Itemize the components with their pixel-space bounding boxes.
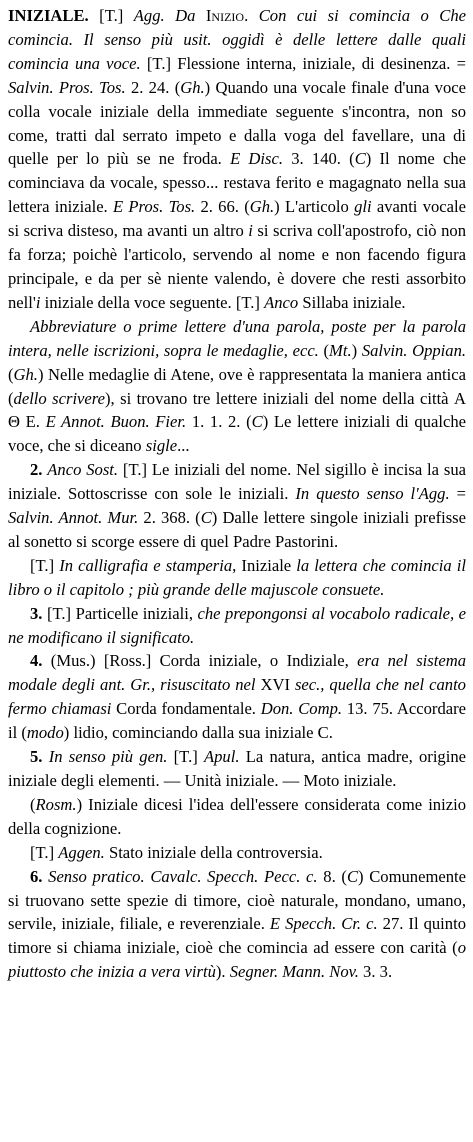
text-run: E Annot. Buon. Fier. [45, 412, 187, 432]
text-run: modo [26, 723, 64, 743]
text-run: sec., quella che nel canto fermo chiamasi [8, 675, 466, 719]
entry-sense-2 [8, 458, 466, 554]
text-run: C [251, 412, 263, 432]
text-run: , Iniziale [232, 555, 297, 575]
text-run: In calligrafia e stamperia [59, 555, 233, 575]
text-run: E Disc. [230, 149, 283, 169]
text-run: C [346, 866, 359, 886]
text-run: ) [351, 340, 362, 360]
text-run: La natura, antica madre, origine iniziale degli elementi. — Unità iniziale. — Moto iniziale. [8, 747, 466, 790]
text-run: INIZIALE. [8, 6, 89, 25]
text-run: Stato iniziale della controversia. [104, 842, 323, 862]
text-run: si scriva coll'apostrofo, ciò non fa forza; poichè l'articolo, servendo al nome e non facendo figura principale, e da per sè niente valendo, è dovere che resti assorbito nell' [8, 221, 466, 312]
text-run: la lettera che comincia il libro o il capitolo ; più grande delle majuscole consuete. [8, 555, 466, 599]
text-run: 8. ( [317, 866, 347, 886]
text-run: Aggen. [58, 842, 105, 862]
entry-calligraphy [8, 554, 466, 602]
text-run: C [354, 149, 366, 169]
text-run: 27. Il quinto timore si chiama iniziale, cioè che comincia ad essere con carità ( [8, 914, 466, 958]
text-run: . [244, 6, 259, 25]
text-run: ... [177, 436, 190, 456]
text-run: 6. [30, 866, 49, 886]
text-run: avanti vocale si scriva disteso, ma avanti un altro [8, 197, 466, 241]
text-run: era nel sistema modale degli ant. Gr., risuscitato nel [8, 651, 466, 695]
text-run: Abbreviature o prime lettere d'una parola, poste per la parola intera, nelle iscrizioni, sopra le medaglie, ecc. [8, 316, 466, 360]
text-run: [T.] [30, 555, 60, 575]
text-run: ) L'articolo [274, 197, 355, 217]
text-run: In questo senso l'Agg. [295, 484, 450, 504]
text-run: Apul. [203, 747, 240, 767]
text-run: ) Iniziale dicesi l'idea dell'essere considerata come inizio della cognizione. [8, 794, 466, 838]
entry-aggen [8, 841, 466, 865]
text-run: [T.] [167, 747, 204, 767]
text-run: [T.] [30, 842, 59, 862]
text-run: XVI [255, 675, 295, 695]
text-run: (Mus.) [Ross.] Corda iniziale, o Indiziale, [50, 651, 358, 671]
text-run: Rosm. [35, 794, 77, 814]
entry-abbreviations [8, 315, 466, 458]
text-run: 3. 3. [358, 962, 393, 982]
text-run: i [35, 292, 41, 312]
text-run: iniziale della voce seguente. [T.] [40, 292, 265, 312]
text-run: Inizio [195, 6, 245, 25]
text-run: Salvin. Oppian. [361, 340, 467, 360]
entry-headword [8, 4, 466, 315]
entry-sense-3 [8, 602, 466, 650]
text-run: E Specch. Cr. c. [269, 914, 378, 934]
text-run: 4. [30, 651, 51, 671]
text-run: Anco [264, 292, 299, 312]
text-run: ) Il nome che cominciava da vocale, spesso... restava ferito e magagnato nella sua lettera iniziale. [8, 149, 466, 217]
text-run: C [200, 508, 212, 528]
text-run: i [248, 221, 253, 241]
text-run: 2. 66. ( [195, 197, 250, 217]
text-run: Segner. Mann. Nov. [229, 962, 359, 982]
entry-sense-5 [8, 745, 466, 793]
text-run: Salvin. Pros. Tos. [8, 77, 126, 97]
text-run: 1. 1. 2. ( [186, 412, 252, 432]
text-run: che prepongonsi al vocabolo radicale, e ne modificano il significato. [8, 603, 467, 647]
text-run: Salvin. Annot. Mur. [8, 508, 139, 528]
text-run: ) lidio, cominciando dalla sua iniziale C. [63, 723, 333, 743]
text-run: 5. [30, 747, 49, 767]
text-run: 2. 368. ( [138, 508, 201, 528]
text-run: ( [30, 794, 36, 814]
text-run: ( [8, 364, 14, 384]
text-run: Gh. [13, 364, 38, 384]
text-run: Agg. Da [133, 6, 196, 25]
text-run: Gh. [249, 197, 275, 217]
text-run: [T.] Le iniziali del nome. Nel sigillo è incisa la sua iniziale. Sottoscrisse con sole le iniziali. [8, 460, 466, 504]
entry-sense-4 [8, 649, 466, 745]
text-run: ). [215, 962, 230, 982]
text-run: 13. 75. Accordare il ( [8, 699, 467, 743]
text-run: 2. 24. ( [125, 77, 181, 97]
text-run: gli [354, 197, 372, 217]
text-run: 2. [30, 460, 48, 480]
text-run: ) Quando una vocale finale d'una voce colla vocale iniziale della immediate seguente s'incontra, non so come, tratti dal serrato impeto e dalla voga del favellare, una di quelle per lo più se ne froda. [8, 77, 466, 169]
dictionary-entry-iniziale [8, 4, 466, 984]
text-run: ) Comunemente si truovano sette spezie di timore, cioè naturale, mondano, umano, servile, iniziale, filiale, e reverenziale. [8, 866, 467, 934]
text-run: [T.] [88, 6, 134, 25]
text-run: Corda fondamentale. [111, 699, 261, 719]
text-run: ), si trovano tre lettere iniziali del nome della città Α Θ Ε. [8, 388, 466, 432]
text-run: 3. 140. ( [283, 149, 355, 169]
text-run: [T.] Flessione interna, iniziale, di desinenza. = [140, 53, 466, 73]
text-run: Senso pratico. Cavalc. Specch. Pecc. c. [48, 866, 318, 886]
text-run: dello scrivere [13, 388, 105, 408]
text-run: Con cui si comincia o Che comincia. Il senso più usit. oggidì è delle lettere dalle quali comincia una voce. [8, 6, 466, 73]
text-run: o piuttosto che inizia a vera virtù [8, 938, 466, 982]
text-run: Gh. [180, 77, 205, 97]
text-run: Anco Sost. [47, 460, 119, 480]
text-run: E Pros. Tos. [113, 197, 196, 217]
text-run: [T.] Particelle iniziali, [46, 603, 198, 623]
text-run: Mt. [329, 340, 352, 360]
text-run: Sillaba iniziale. [298, 292, 406, 312]
text-run: sigle [145, 436, 178, 456]
entry-rosmini [8, 793, 466, 841]
text-run: Don. Comp. [260, 699, 343, 719]
text-run: ) Dalle lettere singole iniziali prefisse al sonetto si scorge essere di quel Padre Pastorini. [8, 508, 466, 551]
text-run: 3. [30, 603, 47, 623]
text-run: ( [318, 340, 330, 360]
text-run: In senso più gen. [48, 747, 168, 767]
entry-sense-6 [8, 865, 466, 985]
text-run: ) Nelle medaglie di Atene, ove è rappresentata la maniera antica ( [8, 364, 466, 408]
text-run: ) Le lettere iniziali di qualche voce, che si diceano [8, 412, 466, 456]
text-run: = [449, 484, 466, 504]
